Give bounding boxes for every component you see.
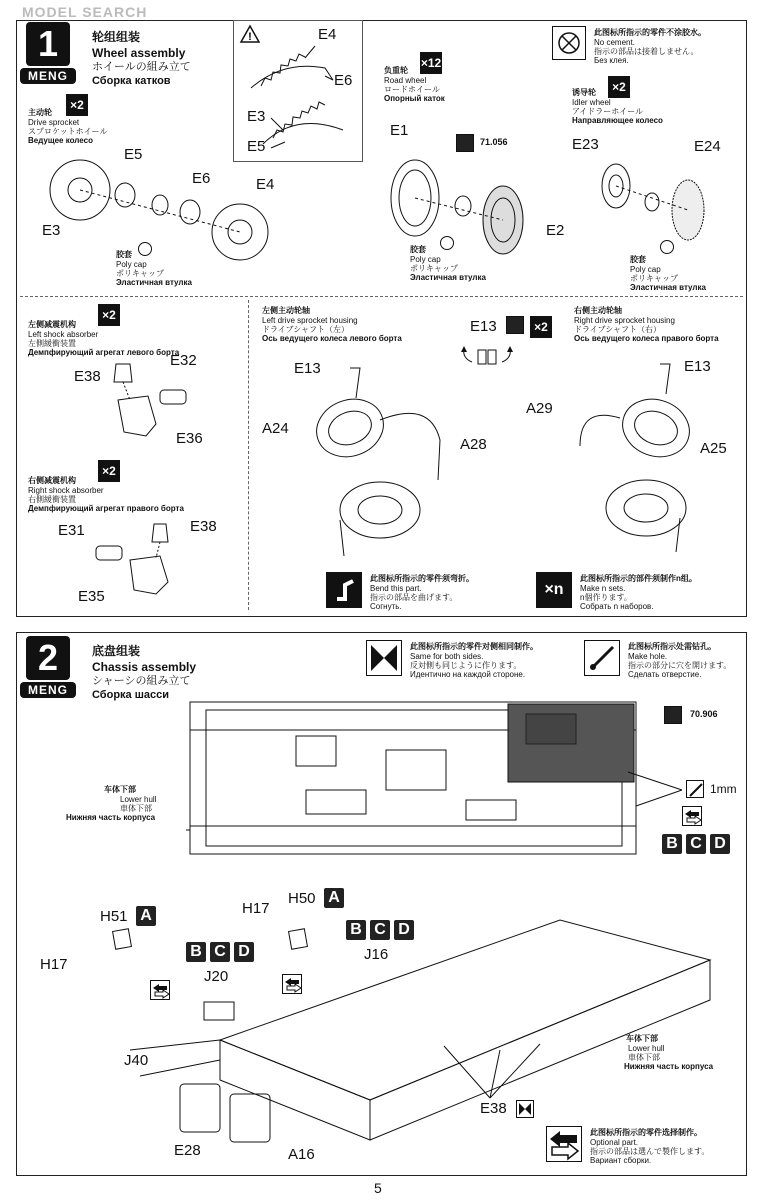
step1-number: 1: [26, 22, 70, 66]
left-housing-jp: ドライブシャフト（左）: [262, 325, 350, 334]
right-housing-label-e13: E13: [684, 358, 711, 375]
hull-top-cn: 车体下部: [104, 785, 136, 794]
right-shock-label-e35: E35: [78, 588, 105, 605]
bend-legend-icon: [326, 572, 362, 608]
part-label-h51: H51: [100, 908, 128, 925]
left-shock-cn: 左侧减震机构: [28, 320, 76, 329]
make-hole-ru: Сделать отверстие.: [628, 670, 702, 679]
step2-title-ru: Сборка шасси: [92, 689, 169, 701]
warning-label-e5: E5: [247, 138, 266, 155]
part-label-j16: J16: [364, 946, 389, 963]
optional-icon-top: [682, 806, 702, 826]
drive-sprocket-label-e5: E5: [124, 146, 143, 163]
idler-wheel-label-e23: E23: [572, 136, 599, 153]
hull-top-en: Lower hull: [120, 795, 157, 804]
right-shock-jp: 右側緩衝装置: [28, 495, 76, 504]
left-housing-en: Left drive sprocket housing: [262, 316, 358, 325]
drive-sprocket-qty: ×2: [66, 94, 88, 116]
drive-sprocket-label-e4: E4: [256, 176, 275, 193]
road-cap-en: Poly cap: [410, 255, 441, 264]
bend-legend-cn: 此图标所指示的零件须弯折。: [370, 574, 474, 583]
version-c-mid-right: C: [370, 920, 390, 940]
drive-cap-jp: ポリキャップ: [116, 269, 164, 278]
idler-cap-jp: ポリキャップ: [630, 274, 678, 283]
step2-number: 2: [26, 636, 70, 680]
same-both-cn: 此图标所指示的零件对侧相同制作。: [410, 642, 538, 651]
left-shock-qty: ×2: [98, 304, 120, 326]
paint-code-step2: 70.906: [690, 709, 718, 719]
right-shock-drawing: [90, 520, 190, 600]
right-shock-ru: Демпфирующий агрегат правого борта: [28, 504, 184, 513]
right-shock-label-e38: E38: [190, 518, 217, 535]
warning-label-e3: E3: [247, 108, 266, 125]
right-housing-en: Right drive sprocket housing: [574, 316, 675, 325]
sets-legend-cn: 此图标所指示的部件须制作n组。: [580, 574, 697, 583]
no-cement-en: No cement.: [594, 38, 635, 47]
step1-vdivider: [248, 300, 249, 610]
part-label-e38: E38: [480, 1100, 507, 1117]
no-cement-icon: [552, 26, 586, 60]
step1-divider: [20, 296, 743, 297]
idler-wheel-cn: 诱导轮: [572, 88, 596, 97]
paint-icon-step2: [664, 706, 682, 724]
idler-wheel-jp: アイドラーホイール: [572, 107, 644, 116]
drive-cap-ru: Эластичная втулка: [116, 278, 192, 287]
road-cap-no-cement-icon: [440, 236, 454, 250]
bend-arrows-icon: [456, 346, 516, 370]
hull-bottom-cn: 车体下部: [626, 1034, 658, 1043]
step2-title-jp: シャーシの組み立て: [92, 675, 191, 687]
version-d-mid-right: D: [394, 920, 414, 940]
road-cap-cn: 胶套: [410, 245, 426, 254]
page-number: 5: [374, 1180, 382, 1196]
version-c-top: C: [686, 834, 706, 854]
drill-pointer-lines: [626, 770, 686, 810]
hull-top-jp: 車体下部: [120, 804, 152, 813]
part-label-j40: J40: [124, 1052, 149, 1069]
road-wheel-ru: Опорный каток: [384, 94, 445, 103]
left-housing-ru: Ось ведущего колеса левого борта: [262, 334, 402, 343]
road-wheel-qty: ×12: [420, 52, 442, 74]
same-both-ru: Идентично на каждой стороне.: [410, 670, 526, 679]
road-wheel-en: Road wheel: [384, 76, 427, 85]
sets-legend-ru: Собрать n наборов.: [580, 602, 654, 611]
step1-title-en: Wheel assembly: [92, 46, 186, 60]
idler-wheel-ru: Направляющее колесо: [572, 116, 663, 125]
sets-legend-icon: ×n: [536, 572, 572, 608]
part-label-a16: A16: [288, 1146, 315, 1163]
left-shock-ru: Демпфирующий агрегат левого борта: [28, 348, 180, 357]
version-b-top: B: [662, 834, 682, 854]
left-shock-jp: 左側緩衝装置: [28, 339, 76, 348]
no-cement-cn: 此图标所指示的零件不涂胶水。: [594, 28, 706, 37]
right-housing-jp: ドライブシャフト（右）: [574, 325, 662, 334]
optional-legend-ru: Вариант сборки.: [590, 1156, 652, 1165]
no-cement-ru: Без клея.: [594, 56, 629, 65]
version-d-mid-left: D: [234, 942, 254, 962]
road-cap-ru: Эластичная втулка: [410, 273, 486, 282]
left-housing-cn: 左侧主动轮轴: [262, 306, 310, 315]
hull-top-ru: Нижняя часть корпуса: [66, 813, 156, 822]
road-wheel-jp: ロードホイール: [384, 85, 440, 94]
lower-hull-top-drawing: [186, 690, 646, 860]
step1-brand-logo: MENG: [20, 68, 76, 84]
same-both-jp: 反対側も同じように作ります。: [410, 661, 522, 670]
right-housing-label-a29: A29: [526, 400, 553, 417]
step1-title-jp: ホイールの組み立て: [92, 61, 191, 73]
optional-legend-en: Optional part.: [590, 1138, 639, 1147]
drive-cap-cn: 胶套: [116, 250, 132, 259]
lower-hull-bottom-drawing: [70, 900, 630, 1160]
drill-icon: [686, 780, 704, 798]
left-housing-label-a24: A24: [262, 420, 289, 437]
part-label-h50: H50: [288, 890, 316, 907]
step1-title-cn: 轮组组装: [92, 30, 141, 44]
sets-legend-en: Make n sets.: [580, 584, 626, 593]
right-housing-cn: 右侧主动轮轴: [574, 306, 622, 315]
step2-brand-logo: MENG: [20, 682, 76, 698]
left-housing-label-a28: A28: [460, 436, 487, 453]
bend-part-qty: ×2: [530, 316, 552, 338]
version-b-mid-left: B: [186, 942, 206, 962]
left-housing-drawing: [300, 360, 480, 560]
idler-cap-no-cement-icon: [660, 240, 674, 254]
left-shock-en: Left shock absorber: [28, 330, 99, 339]
bend-legend-ru: Согнуть.: [370, 602, 402, 611]
right-shock-label-e31: E31: [58, 522, 85, 539]
idler-cap-ru: Эластичная втулка: [630, 283, 706, 292]
warning-label-e6: E6: [334, 72, 353, 89]
drive-sprocket-label-e3: E3: [42, 222, 61, 239]
part-label-h17-left: H17: [40, 956, 68, 973]
road-wheel-label-e2: E2: [546, 222, 565, 239]
hull-bottom-ru: Нижняя часть корпуса: [624, 1062, 714, 1071]
right-shock-cn: 右侧减震机构: [28, 476, 76, 485]
part-label-e28: E28: [174, 1142, 201, 1159]
version-d-top: D: [710, 834, 730, 854]
right-housing-label-a25: A25: [700, 440, 727, 457]
hull-bottom-jp: 車体下部: [628, 1053, 660, 1062]
drive-cap-no-cement-icon: [138, 242, 152, 256]
step2-badge: [18, 636, 78, 700]
road-wheel-drawing: [385, 148, 535, 258]
drill-size: 1mm: [710, 782, 737, 796]
road-wheel-cn: 负重轮: [384, 66, 408, 75]
drive-sprocket-en: Drive sprocket: [28, 118, 80, 127]
drive-sprocket-jp: スプロケットホイール: [28, 127, 108, 136]
left-shock-label-e36: E36: [176, 430, 203, 447]
part-label-j20: J20: [204, 968, 229, 985]
idler-wheel-drawing: [590, 160, 710, 250]
version-b-mid-right: B: [346, 920, 366, 940]
left-shock-label-e32: E32: [170, 352, 197, 369]
bend-legend-jp: 指示の部品を曲げます。: [370, 593, 458, 602]
svg-text:!: !: [248, 31, 252, 43]
optional-legend-jp: 指示の部品は選んで製作します。: [590, 1147, 710, 1156]
road-wheel-label-e1: E1: [390, 122, 409, 139]
idler-wheel-en: Idler wheel: [572, 98, 611, 107]
make-hole-cn: 此图标所指示处需钻孔。: [628, 642, 716, 651]
version-a-h50: A: [324, 888, 344, 908]
watermark: MODEL SEARCH: [22, 4, 148, 20]
road-cap-jp: ポリキャップ: [410, 264, 458, 273]
bend-legend-en: Bend this part.: [370, 584, 422, 593]
left-shock-label-e38: E38: [74, 368, 101, 385]
idler-cap-cn: 胶套: [630, 255, 646, 264]
idler-wheel-qty: ×2: [608, 76, 630, 98]
idler-cap-en: Poly cap: [630, 265, 661, 274]
optional-legend-icon: [546, 1126, 582, 1162]
drive-cap-en: Poly cap: [116, 260, 147, 269]
same-both-sides-icon: [366, 640, 402, 676]
sets-legend-jp: n個作ります。: [580, 593, 632, 602]
idler-wheel-label-e24: E24: [694, 138, 721, 155]
optional-legend-cn: 此图标所指示的零件选择制作。: [590, 1128, 702, 1137]
part-label-h17-right: H17: [242, 900, 270, 917]
step1-badge: [18, 22, 78, 86]
bend-icon-small: [506, 316, 524, 334]
warning-label-e4: E4: [318, 26, 337, 43]
right-housing-ru: Ось ведущего колеса правого борта: [574, 334, 719, 343]
right-shock-en: Right shock absorber: [28, 486, 104, 495]
step2-title-cn: 底盘组装: [92, 644, 141, 658]
e38-pointer-lines: [440, 1040, 560, 1100]
make-hole-icon: [584, 640, 620, 676]
drive-sprocket-cn: 主动轮: [28, 108, 52, 117]
drive-sprocket-drawing: [40, 150, 290, 270]
no-cement-jp: 指示の部品は接着しません。: [594, 47, 699, 56]
step2-title-en: Chassis assembly: [92, 660, 197, 674]
left-housing-label-e13: E13: [294, 360, 321, 377]
make-hole-en: Make hole.: [628, 652, 668, 661]
same-both-en: Same for both sides.: [410, 652, 484, 661]
make-hole-jp: 指示の部分に穴を開けます。: [628, 661, 732, 670]
hull-bottom-en: Lower hull: [628, 1044, 665, 1053]
version-a-h51: A: [136, 906, 156, 926]
drive-sprocket-ru: Ведущее колесо: [28, 136, 93, 145]
road-wheel-paint-code: 71.056: [480, 137, 508, 147]
drive-sprocket-label-e6: E6: [192, 170, 211, 187]
version-c-mid-left: C: [210, 942, 230, 962]
bend-part-label: E13: [470, 318, 497, 335]
step1-title-ru: Сборка катков: [92, 75, 171, 87]
right-shock-qty: ×2: [98, 460, 120, 482]
